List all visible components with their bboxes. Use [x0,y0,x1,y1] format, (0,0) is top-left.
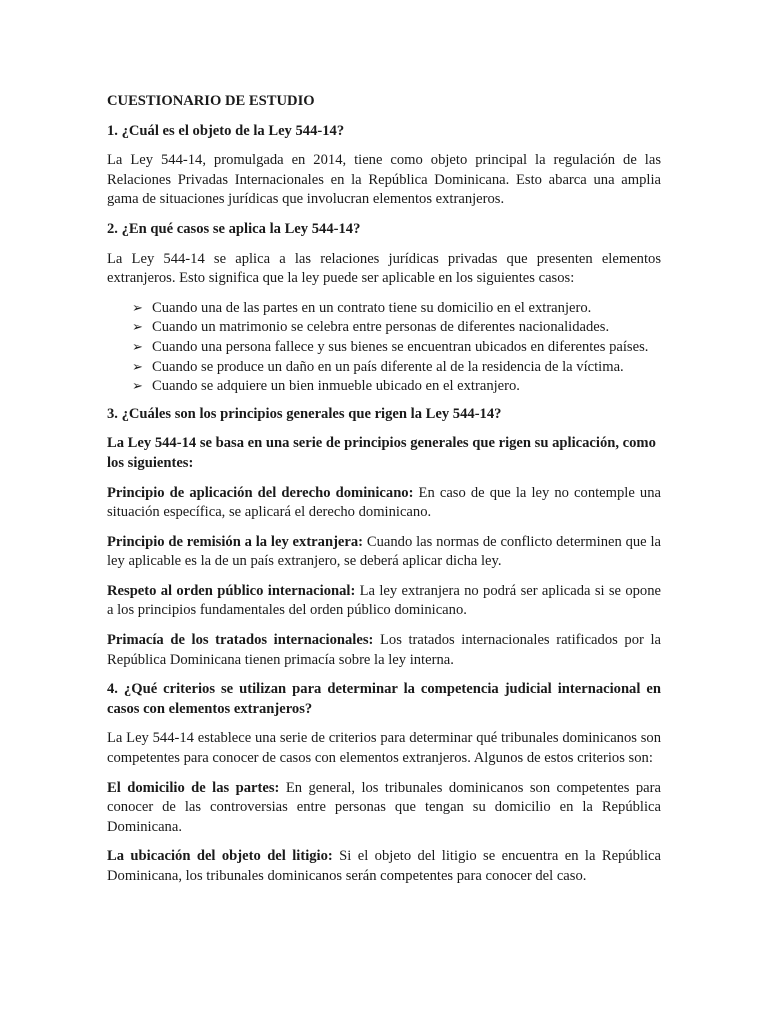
principle-term: Principio de remisión a la ley extranjera: [107,533,364,550]
arrowhead-bullet-icon: ➢ [132,359,143,375]
list-item-text: Cuando una persona fallece y sus bienes se encuentran ubicados en diferentes países. [152,338,649,355]
list-item-text: Cuando un matrimonio se celebra entre personas de diferentes nacionalidades. [152,319,610,336]
principle-text: Los tratados internacionales ratificados por la República Dominicana tienen primacía sobre la ley interna. [107,632,661,668]
principle-paragraph [107,484,661,523]
answer-2: La Ley 544-14 se aplica a las relaciones jurídicas privadas que presenten elementos extranjeros. Esto significa que la ley puede ser aplicable en los siguientes casos: [107,250,661,287]
principle-paragraph [107,582,661,621]
principle-term: Respeto al orden público internacional: [107,582,356,599]
list-item-text: Cuando se produce un daño en un país diferente al de la residencia de la víctima. [152,358,624,375]
list-item [132,318,661,338]
arrowhead-bullet-icon: ➢ [132,379,143,395]
list-item [132,358,661,378]
document-page [107,92,661,897]
question-4: 4. ¿Qué criterios se utilizan para determinar la competencia judicial internacional en casos con elementos extranjeros? [107,681,661,717]
criterion-term: La ubicación del objeto del litigio: [107,848,333,865]
principle-term: Principio de aplicación del derecho dominicano: [107,484,414,501]
list-item-text: Cuando se adquiere un bien inmueble ubicado en el extranjero. [152,378,520,395]
criterion-paragraph [107,847,661,886]
principle-paragraph [107,533,661,572]
answer-4: La Ley 544-14 establece una serie de criterios para determinar qué tribunales dominicanos son competentes para conocer de casos con elementos extranjeros. Algunos de estos criterios son: [107,730,661,767]
criterion-paragraph [107,779,661,838]
criterion-term: El domicilio de las partes: [107,779,280,796]
question-1: 1. ¿Cuál es el objeto de la Ley 544-14? [107,122,345,139]
list-item-text: Cuando una de las partes en un contrato tiene su domicilio en el extranjero. [152,299,592,316]
criterion-text: En general, los tribunales dominicanos son competentes para conocer de las controversias entre personas que tengan su domicilio en la República Dominicana. [107,779,661,835]
principle-paragraph [107,631,661,670]
question-3: 3. ¿Cuáles son los principios generales que rigen la Ley 544-14? [107,405,502,422]
criterion-text: Si el objeto del litigio se encuentra en la República Dominicana, los tribunales dominicanos serán competentes para conocer del caso. [107,848,661,884]
arrowhead-bullet-icon: ➢ [132,320,143,336]
principle-text: En caso de que la ley no contemple una situación específica, se aplicará el derecho dominicano. [107,484,661,521]
principle-term: Primacía de los tratados internacionales: [107,632,374,649]
cases-list [107,299,661,397]
answer-1: La Ley 544-14, promulgada en 2014, tiene como objeto principal la regulación de las Relaciones Privadas Internacionales en la República Dominicana. Esto abarca una amplia gama de situaciones jurídicas que involucran elementos extranjeros. [107,152,661,208]
arrowhead-bullet-icon: ➢ [132,339,143,355]
principles-intro: La Ley 544-14 se basa en una serie de principios generales que rigen su aplicación, como los siguientes: [107,435,656,471]
list-item [132,299,661,319]
document-title: CUESTIONARIO DE ESTUDIO [107,93,315,109]
arrowhead-bullet-icon: ➢ [132,300,143,316]
list-item [132,338,661,358]
list-item [132,377,661,397]
principle-text: Cuando las normas de conflicto determinen que la ley aplicable es la de un país extranjero, se deberá aplicar dicha ley. [107,533,661,570]
principle-text: La ley extranjera no podrá ser aplicada si se opone a los principios fundamentales del orden público dominicano. [107,582,662,619]
question-2: 2. ¿En qué casos se aplica la Ley 544-14? [107,220,361,237]
